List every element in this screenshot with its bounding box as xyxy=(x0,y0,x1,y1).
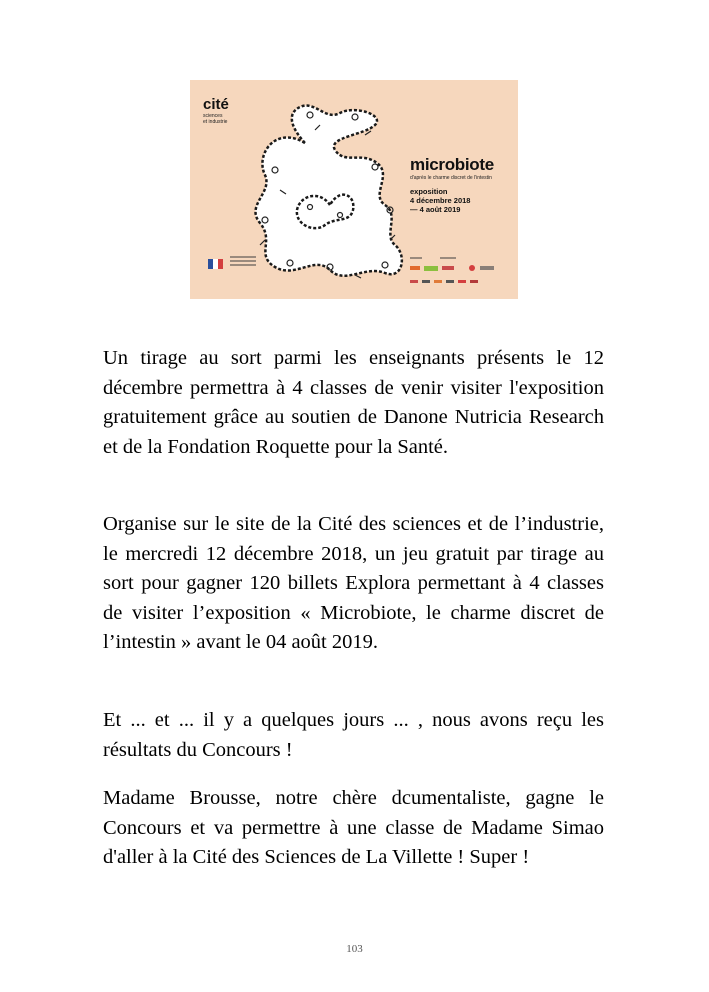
intestine-illustration xyxy=(235,95,415,295)
sponsor-logos xyxy=(410,252,510,292)
poster-subtitle: d'après le charme discret de l'intestin xyxy=(410,175,492,181)
paragraph-1: Un tirage au sort parmi les enseignants présents le 12 décembre permettra à 4 classes de venir visiter l'exposition gratuitement grâce au soutien de Danone Nutricia Research et de la Fondation Roquette pour la Santé. xyxy=(103,347,604,458)
page-number: 103 xyxy=(346,943,363,955)
poster-expo-label: exposition xyxy=(410,187,448,196)
poster-dates: 4 décembre 2018 — 4 août 2019 xyxy=(410,196,471,214)
exhibition-poster xyxy=(190,80,518,299)
paragraph-3: Et ... et ... il y a quelques jours ... , nous avons reçu les résultats du Concours ! xyxy=(103,709,604,761)
paragraph-2: Organise sur le site de la Cité des sciences et de l’industrie, le mercredi 12 décembre 2018, un jeu gratuit par tirage au sort pour gagner 120 billets Explora permettant à 4 classes de visiter l’exposition « Microbiote, le charme discret de l’intestin » avant le 04 août 2019. xyxy=(103,513,604,653)
poster-title: microbiote xyxy=(410,155,494,174)
paragraph-4: Madame Brousse, notre chère dcumentaliste, gagne le Concours et va permettre à une classe de Madame Simao d'aller à la Cité des Sciences de La Villette ! Super ! xyxy=(103,787,604,868)
poster-brand: cité xyxy=(203,96,229,113)
intestine-path xyxy=(256,106,402,276)
poster-brand-subtitle: sciences et industrie xyxy=(203,113,228,125)
french-flag xyxy=(208,256,224,266)
ministry-logo xyxy=(230,256,256,270)
